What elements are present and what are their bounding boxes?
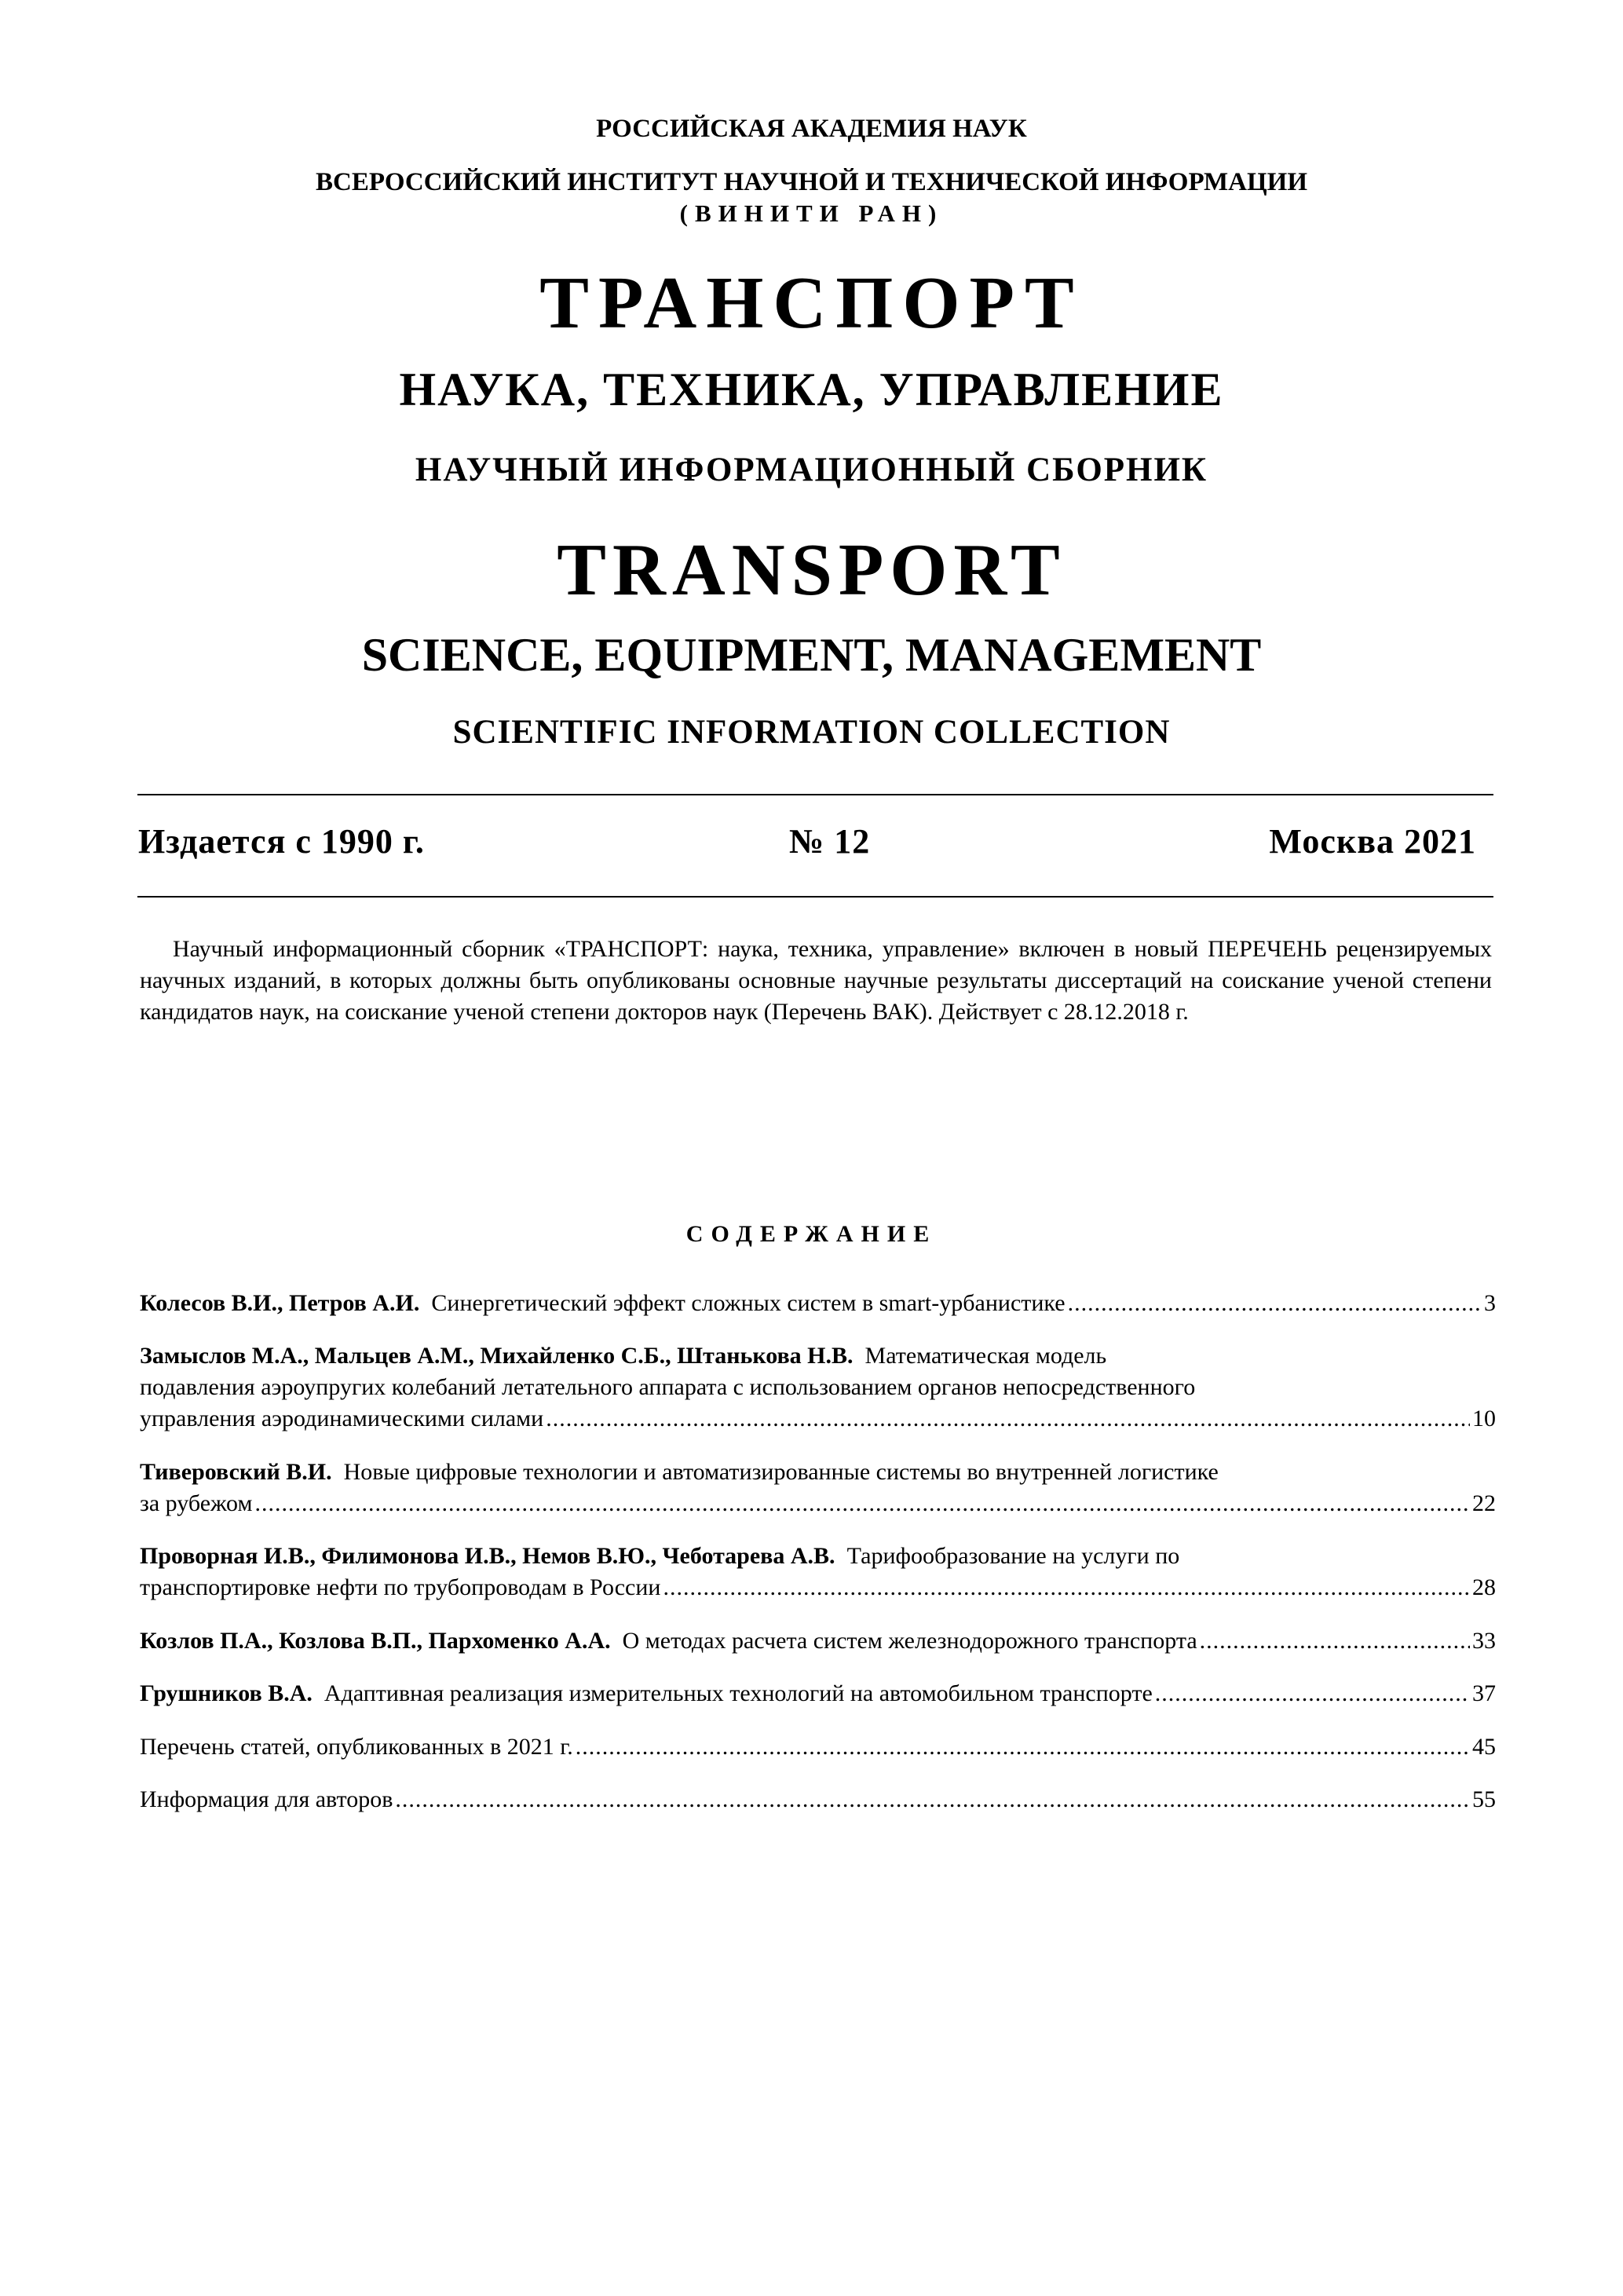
toc-title-line: управления аэродинамическими силами (140, 1406, 544, 1431)
institute-abbreviation: (ВИНИТИ РАН) (679, 199, 944, 227)
toc-leader (1155, 1678, 1470, 1709)
toc-entry[interactable] (140, 1625, 1496, 1657)
toc-leader (546, 1403, 1470, 1435)
divider-top (137, 794, 1493, 795)
toc-page-number: 3 (1484, 1290, 1496, 1316)
toc-page-number: 22 (1472, 1490, 1496, 1516)
academy-name: РОССИЙСКАЯ АКАДЕМИЯ НАУК (596, 115, 1027, 143)
collection-type-ru: НАУЧНЫЙ ИНФОРМАЦИОННЫЙ СБОРНИК (415, 452, 1208, 488)
collection-type-en: SCIENTIFIC INFORMATION COLLECTION (452, 714, 1171, 751)
published-since: Издается с 1990 г. (138, 822, 425, 861)
toc-entry[interactable] (140, 1457, 1496, 1519)
toc-leader (395, 1784, 1470, 1815)
toc-title-line: О методах расчета систем железнодорожного транспорта (622, 1628, 1197, 1654)
toc-authors: Замыслов М.А., Мальцев А.М., Михайленко С.Б., Штанькова Н.В. (140, 1343, 854, 1369)
toc-title-line: транспортировке нефти по трубопроводам в России (140, 1574, 661, 1600)
journal-title-en: TRANSPORT (557, 529, 1066, 611)
intro-paragraph: Научный информационный сборник «ТРАНСПОРТ: наука, техника, управление» включен в новый ПЕРЕЧЕНЬ рецензируемых научных изданий, в которых должны быть опубликованы основные научные результаты диссертаций на соискание ученой степени кандидатов наук, на соискание ученой степени докторов наук (Перечень ВАК). Действует с 28.12.2018 г. (140, 936, 1492, 1025)
toc-entry[interactable] (140, 1784, 1496, 1815)
toc-title-line: Информация для авторов (140, 1786, 393, 1812)
toc-title-line: Новые цифровые технологии и автоматизированные системы во внутренней логистике (343, 1459, 1219, 1485)
journal-subtitle-en: SCIENCE, EQUIPMENT, MANAGEMENT (361, 629, 1262, 681)
toc-title-line: Перечень статей, опубликованных в 2021 г. (140, 1734, 573, 1760)
toc-entry[interactable] (140, 1731, 1496, 1763)
toc-page-number: 28 (1472, 1574, 1496, 1600)
toc-authors: Колесов В.И., Петров А.И. (140, 1290, 420, 1316)
toc-leader (576, 1731, 1470, 1763)
toc-authors: Грушников В.А. (140, 1680, 313, 1706)
toc-entry[interactable] (140, 1678, 1496, 1709)
toc-page-number: 10 (1472, 1406, 1496, 1431)
toc-title-line: Синергетический эффект сложных систем в smart-урбанистике (431, 1290, 1066, 1316)
toc-authors: Козлов П.А., Козлова В.П., Пархоменко А.А. (140, 1628, 611, 1654)
toc-authors: Проворная И.В., Филимонова И.В., Немов В.Ю., Чеботарева А.В. (140, 1543, 835, 1569)
toc-leader (1200, 1625, 1470, 1657)
toc-authors: Тиверовский В.И. (140, 1459, 332, 1485)
toc-entry[interactable] (140, 1541, 1496, 1603)
toc-entry[interactable] (140, 1340, 1496, 1435)
toc-title-line: подавления аэроупругих колебаний летательного аппарата с использованием органов непосредственного (140, 1374, 1196, 1400)
journal-subtitle-ru: НАУКА, ТЕХНИКА, УПРАВЛЕНИЕ (399, 364, 1224, 415)
toc-title-line: за рубежом (140, 1490, 253, 1516)
toc-title-line: Адаптивная реализация измерительных технологий на автомобильном транспорте (324, 1680, 1153, 1706)
toc-page-number: 55 (1472, 1786, 1496, 1812)
toc-entry[interactable] (140, 1288, 1496, 1319)
toc-title-line: Математическая модель (865, 1343, 1107, 1369)
toc-page-number: 45 (1472, 1734, 1496, 1760)
toc-page-number: 33 (1472, 1628, 1496, 1654)
divider-bottom (137, 896, 1493, 898)
toc-leader (254, 1488, 1470, 1519)
toc-leader (663, 1572, 1470, 1603)
toc-leader (1068, 1288, 1482, 1319)
toc-page-number: 37 (1472, 1680, 1496, 1706)
issue-number: № 12 (789, 822, 871, 861)
contents-heading: СОДЕРЖАНИЕ (685, 1221, 938, 1247)
institute-name: ВСЕРОССИЙСКИЙ ИНСТИТУТ НАУЧНОЙ И ТЕХНИЧЕСКОЙ ИНФОРМАЦИИ (316, 168, 1307, 196)
toc-title-line: Тарифообразование на услуги по (846, 1543, 1180, 1569)
journal-title-ru: ТРАНСПОРТ (539, 262, 1084, 344)
city-year: Москва 2021 (1269, 822, 1476, 861)
